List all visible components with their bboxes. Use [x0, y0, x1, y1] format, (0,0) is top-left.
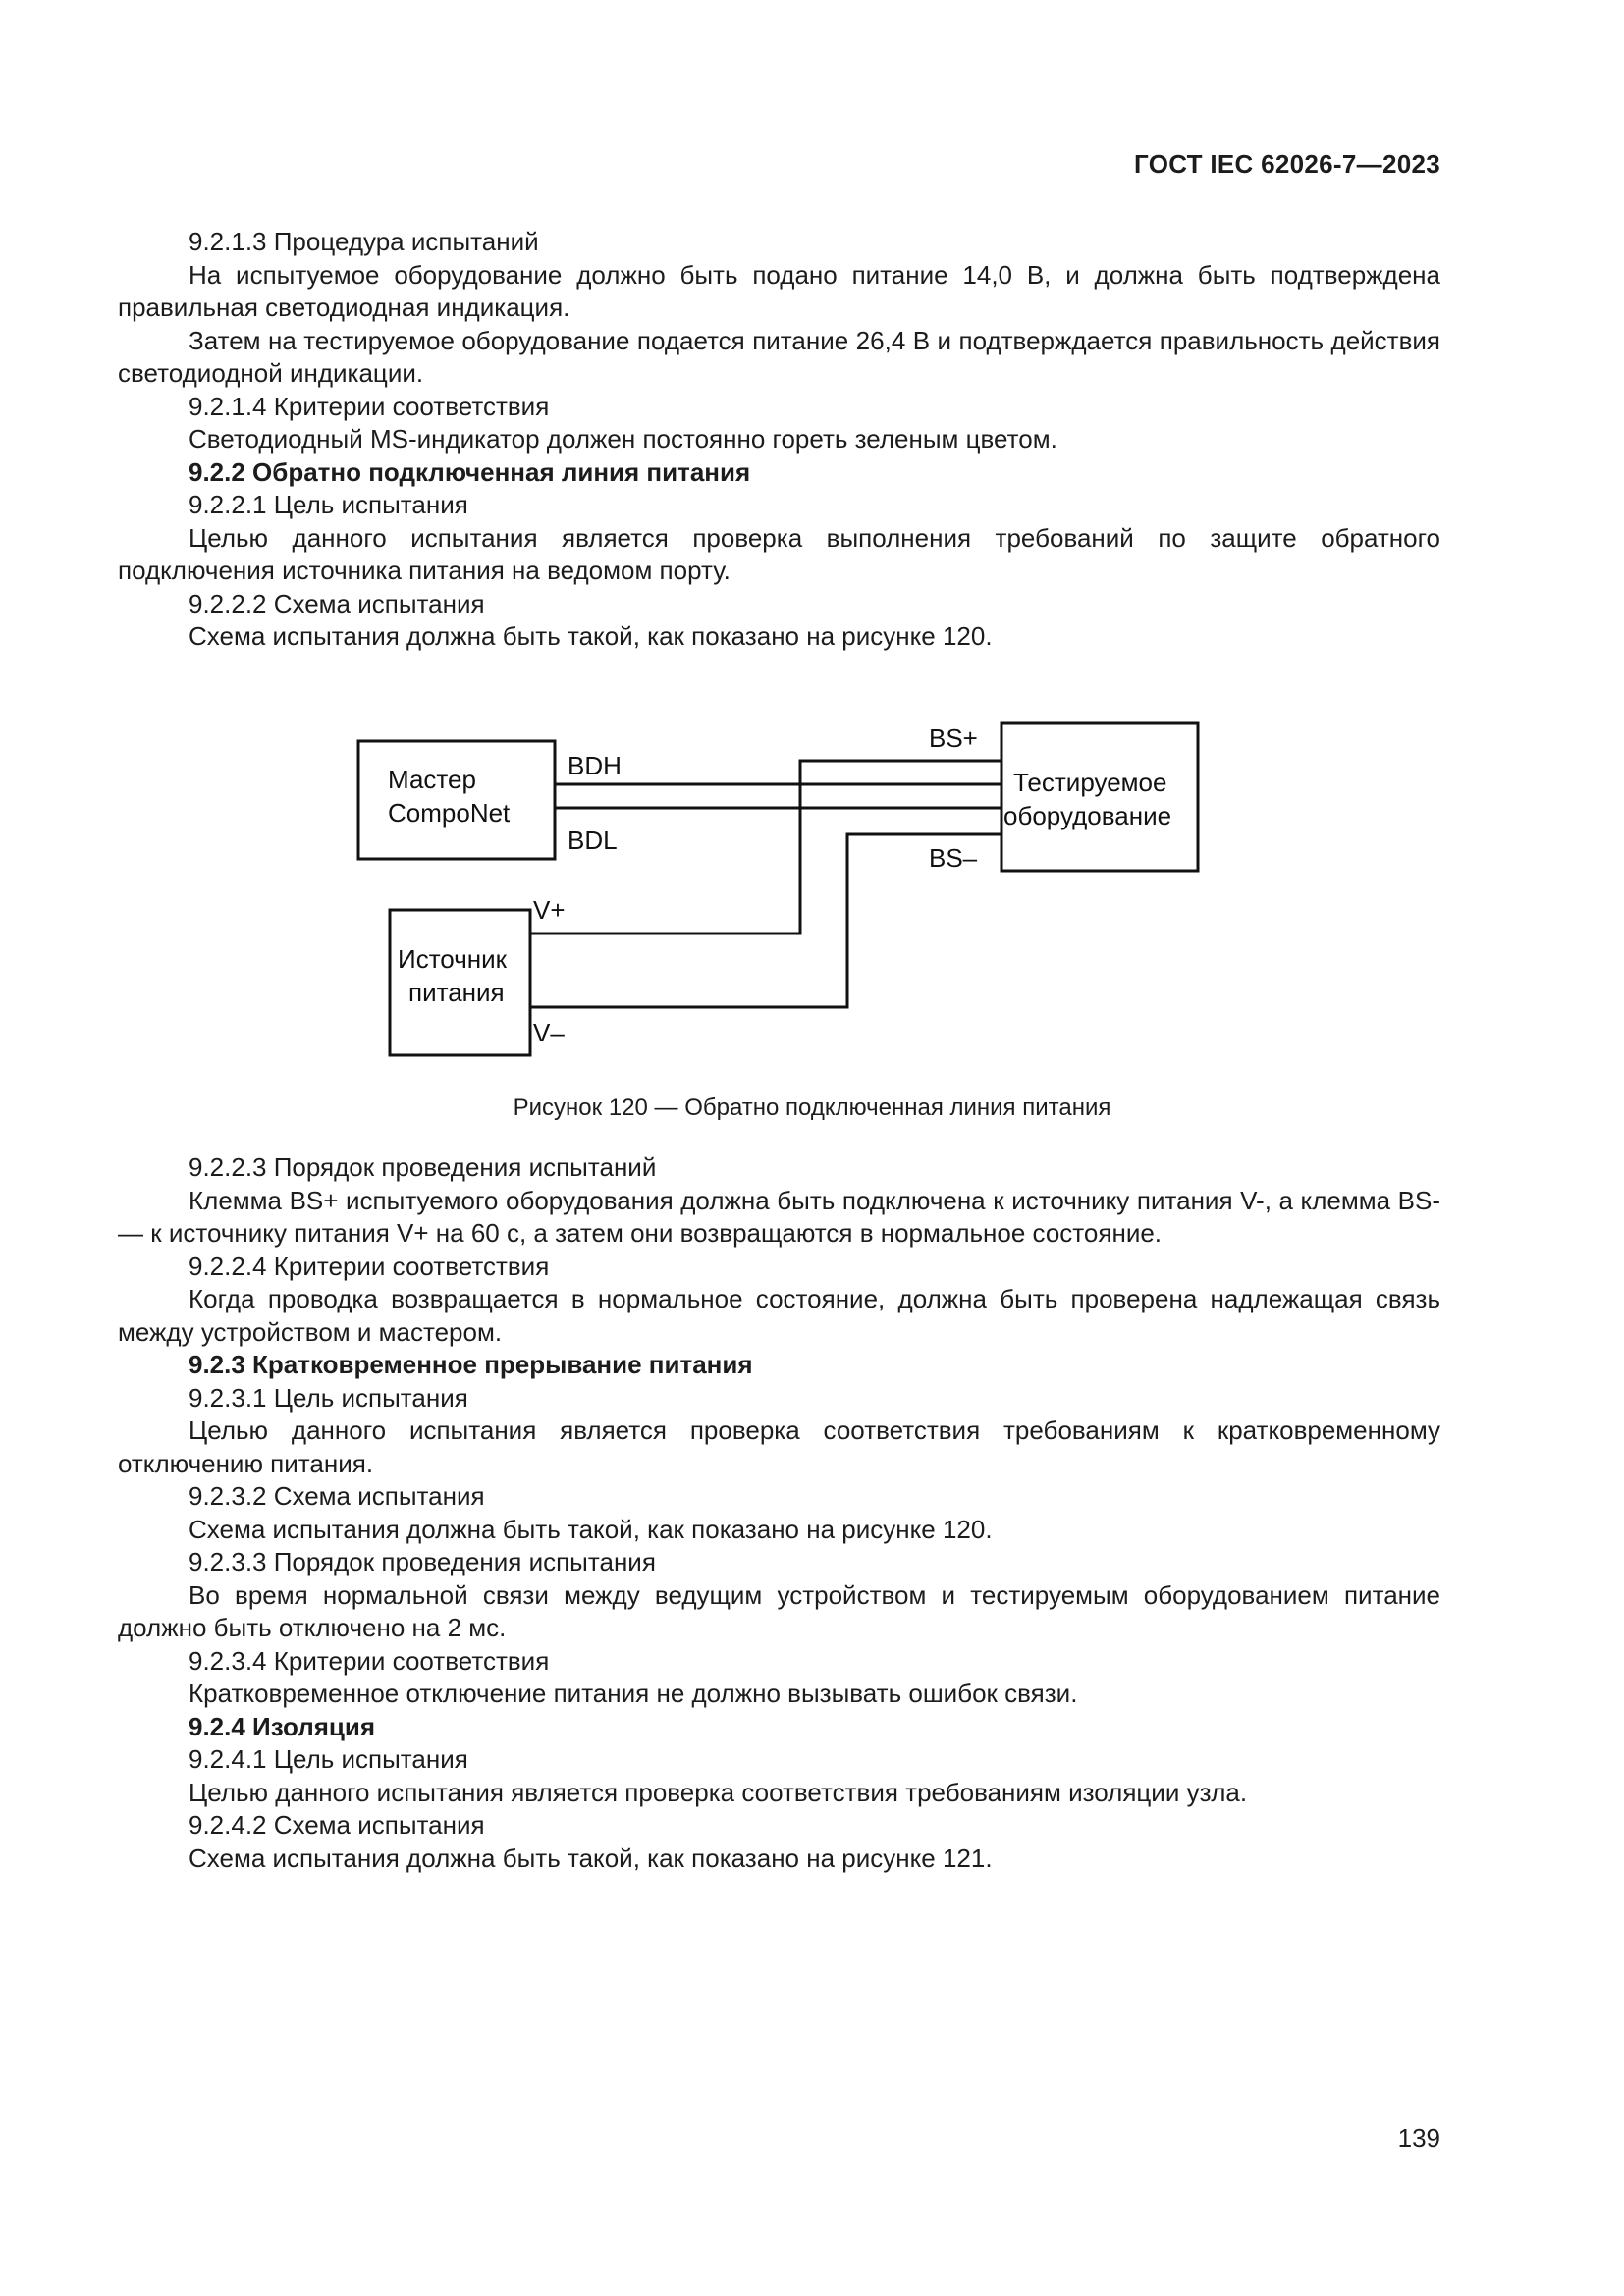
section-heading: 9.2.2 Обратно подключенная линия питания — [189, 456, 751, 487]
paragraph: Кратковременное отключение питания не должно вызывать ошибок связи. — [189, 1679, 1078, 1708]
paragraph: Целью данного испытания является проверка соответствия требованиям к кратковременному отключению питания. — [118, 1415, 1440, 1478]
master-label-line2: CompoNet — [388, 798, 511, 828]
paragraph: 9.2.4.2 Схема испытания — [189, 1810, 485, 1840]
paragraph: Схема испытания должна быть такой, как показано на рисунке 120. — [189, 621, 993, 651]
text-section-before-figure — [118, 226, 1440, 654]
psu-label-line1: Источник — [398, 944, 507, 974]
figure-120-wiring-diagram — [334, 702, 1237, 1075]
section-heading: 9.2.3 Кратковременное прерывание питания — [189, 1350, 753, 1379]
bdl-label: BDL — [568, 826, 618, 855]
device-label-line2: оборудование — [1003, 801, 1172, 830]
paragraph: 9.2.1.3 Процедура испытаний — [189, 227, 539, 256]
paragraph: 9.2.3.4 Критерии соответствия — [189, 1645, 550, 1676]
paragraph: Схема испытания должна быть такой, как показано на рисунке 121. — [189, 1842, 993, 1873]
paragraph: Во время нормальной связи между ведущим устройством и тестируемым оборудованием питание должно быть отключено на 2 мс. — [118, 1579, 1440, 1642]
paragraph: 9.2.3.3 Порядок проведения испытания — [189, 1547, 656, 1576]
tested-device-box — [1001, 723, 1198, 871]
paragraph: Затем на тестируемое оборудование подается питание 26,4 В и подтверждается правильность действия светодиодной индикации. — [118, 325, 1440, 388]
figure-120-caption: Рисунок 120 — Обратно подключенная линия питания — [513, 1095, 1111, 1121]
document-standard-id: ГОСТ IEC 62026-7—2023 — [1134, 149, 1440, 179]
paragraph: Клемма BS+ испытуемого оборудования должна быть подключена к источнику питания V-, а клемма BS- — к источнику питания V+ на 60 с, а затем они возвращаются в нормальное состояние. — [118, 1185, 1440, 1248]
paragraph: Целью данного испытания является проверка соответствия требованиям изоляции узла. — [189, 1777, 1248, 1807]
paragraph: 9.2.2.1 Цель испытания — [189, 490, 468, 519]
paragraph: Схема испытания должна быть такой, как показано на рисунке 120. — [189, 1514, 993, 1544]
psu-label-line2: питания — [408, 978, 505, 1007]
paragraph: Когда проводка возвращается в нормальное состояние, должна быть проверена надлежащая связь между устройством и мастером. — [118, 1284, 1440, 1347]
paragraph: Целью данного испытания является проверка выполнения требований по защите обратного подключения источника питания на ведомом порту. — [118, 522, 1440, 585]
paragraph: 9.2.2.3 Порядок проведения испытаний — [189, 1152, 657, 1182]
v-plus-label: V+ — [533, 895, 566, 925]
bs-minus-label: BS– — [929, 843, 978, 873]
bs-plus-label: BS+ — [929, 723, 978, 753]
paragraph: 9.2.2.4 Критерии соответствия — [189, 1251, 550, 1281]
paragraph: На испытуемое оборудование должно быть подано питание 14,0 В, и должна быть подтверждена правильная светодиодная индикация. — [118, 259, 1440, 322]
paragraph: 9.2.1.4 Критерии соответствия — [189, 391, 550, 421]
paragraph: Светодиодный MS-индикатор должен постоянно гореть зеленым цветом. — [189, 424, 1057, 454]
device-label-line1: Тестируемое — [1013, 768, 1167, 797]
paragraph: 9.2.3.1 Цель испытания — [189, 1382, 468, 1413]
section-heading: 9.2.4 Изоляция — [189, 1711, 376, 1741]
paragraph: 9.2.2.2 Схема испытания — [189, 588, 485, 618]
paragraph: 9.2.3.2 Схема испытания — [189, 1481, 485, 1511]
v-minus-label: V– — [533, 1018, 565, 1047]
text-section-after-figure — [118, 1151, 1440, 1875]
master-label-line1: Мастер — [388, 765, 476, 794]
paragraph: 9.2.4.1 Цель испытания — [189, 1744, 468, 1774]
bdh-label: BDH — [568, 751, 622, 780]
page-number: 139 — [1397, 2123, 1440, 2153]
